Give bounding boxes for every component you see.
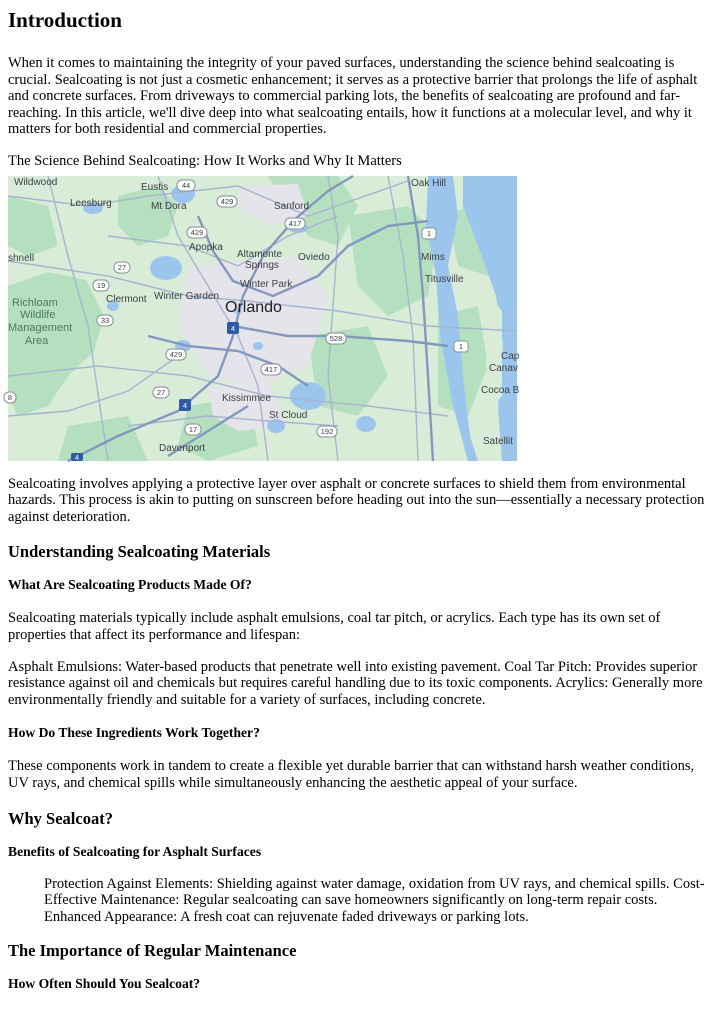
svg-text:1: 1 [426, 228, 432, 238]
map-label-winter-park: Winter Park [240, 278, 293, 290]
svg-text:192: 192 [320, 426, 334, 436]
map-label-springs: Springs [245, 259, 279, 271]
route-shield-19 [93, 280, 109, 291]
route-shield-1 [422, 228, 436, 239]
benefits-blockquote: Protection Against Elements: Shielding against water damage, oxidation from UV rays, and chemical spills. Cost-Effective Maintenance: Regular sealcoating can save homeowners significantly on long-term repair costs. Enhanced Appearance: A fresh coat can rejuvenate faded driveways or parking lots. [44, 875, 705, 925]
map-label-davenport: Davenport [159, 442, 206, 454]
route-shield-192 [317, 426, 337, 437]
map-label-sanford: Sanford [274, 200, 310, 212]
map-label-altamonte: Altamonte [237, 248, 283, 260]
sealcoating-definition-paragraph: Sealcoating involves applying a protective layer over asphalt or concrete surfaces to shield them from environmental hazards. This process is akin to putting on sunscreen before heading out into the sun—essentially a necessary protection against deterioration. [8, 475, 705, 525]
svg-text:33: 33 [100, 315, 110, 325]
subheading-how-often: How Often Should You Sealcoat? [8, 976, 201, 992]
intro-paragraph: When it comes to maintaining the integrity of your paved surfaces, understanding the science behind sealcoating is crucial. Sealcoating is not just a cosmetic enhancement; it serves as a protective barrier that prolongs the life of asphalt and concrete surfaces. From driveways to commercial parking lots, the benefits of sealcoating are profound and far-reaching. In this article, we'll dive deep into what sealcoating entails, how it functions at a molecular level, and why it matters for both residential and commercial properties. [8, 55, 698, 138]
map-label-cocoa: Cocoa B [481, 384, 520, 396]
route-shield-33 [97, 315, 113, 326]
map-label-clermont: Clermont [106, 293, 147, 305]
map-label-wildlife: Wildlife [20, 308, 56, 321]
route-shield-417 [285, 218, 305, 229]
orlando-area-map [7, 176, 520, 462]
svg-text:429: 429 [190, 227, 204, 237]
map-label-winter-garden: Winter Garden [154, 290, 220, 302]
svg-text:17: 17 [188, 424, 198, 434]
svg-text:417: 417 [288, 218, 302, 228]
page-title: Introduction [8, 8, 122, 32]
route-shield-528 [326, 333, 346, 344]
svg-text:27: 27 [117, 262, 127, 272]
svg-text:1: 1 [458, 341, 464, 351]
map-label-wildwood: Wildwood [14, 176, 58, 188]
section-heading-materials: Understanding Sealcoating Materials [8, 542, 271, 562]
subheading-benefits: Benefits of Sealcoating for Asphalt Surfaces [8, 843, 262, 859]
materials-paragraph: Sealcoating materials typically include asphalt emulsions, coal tar pitch, or acrylics. Each type has its own set of properties that affect its performance and lifespan: [8, 610, 661, 643]
route-shield-429 [217, 196, 237, 207]
map-label-shnell: shnell [8, 252, 35, 264]
svg-text:4: 4 [230, 323, 236, 333]
map-label-management: Management [8, 321, 73, 334]
svg-text:429: 429 [220, 196, 234, 206]
svg-text:27: 27 [156, 387, 166, 397]
map-label-canav: Canav [489, 362, 518, 374]
route-shield-i4 [179, 399, 191, 411]
route-shield-27 [153, 387, 169, 398]
article [0, 6, 720, 993]
map-label-kissimmee: Kissimmee [222, 392, 271, 404]
svg-text:429: 429 [169, 349, 183, 359]
map-label-oviedo: Oviedo [298, 251, 330, 263]
map-label-titusville: Titusville [425, 273, 464, 285]
map-label-oak-hill: Oak Hill [411, 177, 447, 189]
route-shield-8 [4, 392, 16, 403]
route-shield-i4 [227, 322, 239, 334]
subheading-work-together: How Do These Ingredients Work Together? [8, 725, 260, 741]
article-subtitle: The Science Behind Sealcoating: How It Works and Why It Matters [8, 152, 402, 169]
svg-text:528: 528 [329, 333, 343, 343]
subheading-made-of: What Are Sealcoating Products Made Of? [8, 577, 252, 593]
section-heading-why-sealcoat: Why Sealcoat? [8, 808, 113, 828]
map-label-apopka: Apopka [189, 241, 223, 253]
route-shield-i4 [71, 453, 83, 462]
svg-text:4: 4 [74, 452, 80, 462]
map-label-richloam: Richloam [12, 296, 58, 309]
work-together-paragraph: These components work in tandem to create a flexible yet durable barrier that can withstand harsh weather conditions, UV rays, and chemical spills while simultaneously enhancing the aesthetic appeal of your surface. [8, 758, 695, 791]
map-label-st-cloud: St Cloud [269, 409, 308, 421]
route-shield-417 [261, 364, 281, 375]
section-heading-maintenance: The Importance of Regular Maintenance [8, 941, 297, 961]
map-label-cap: Cap [501, 350, 520, 362]
map-label-mt-dora: Mt Dora [151, 200, 187, 212]
map-label-orlando: Orlando [225, 298, 282, 316]
svg-text:8: 8 [7, 392, 13, 402]
map-label-area: Area [25, 334, 49, 347]
map-label-leesburg: Leesburg [70, 197, 112, 209]
svg-text:19: 19 [96, 280, 106, 290]
map-label-mims: Mims [421, 251, 445, 263]
route-shield-429 [166, 349, 186, 360]
map-label-satellit: Satellit [483, 435, 514, 447]
route-shield-27 [114, 262, 130, 273]
svg-text:44: 44 [181, 180, 191, 190]
map-label-eustis: Eustis [141, 181, 169, 193]
material-types-paragraph: Asphalt Emulsions: Water-based products that penetrate well into existing pavement. Coal Tar Pitch: Provides superior resistance against oil and chemicals but requires careful handling due to its toxic components. Acrylics: Generally more environmentally friendly and suitable for a variety of surfaces, including concrete. [8, 658, 703, 708]
route-shield-1 [454, 341, 468, 352]
route-shield-17 [185, 424, 201, 435]
svg-text:4: 4 [182, 400, 188, 410]
route-shield-44 [177, 180, 195, 191]
svg-text:417: 417 [264, 364, 278, 374]
route-shield-429 [187, 227, 207, 238]
